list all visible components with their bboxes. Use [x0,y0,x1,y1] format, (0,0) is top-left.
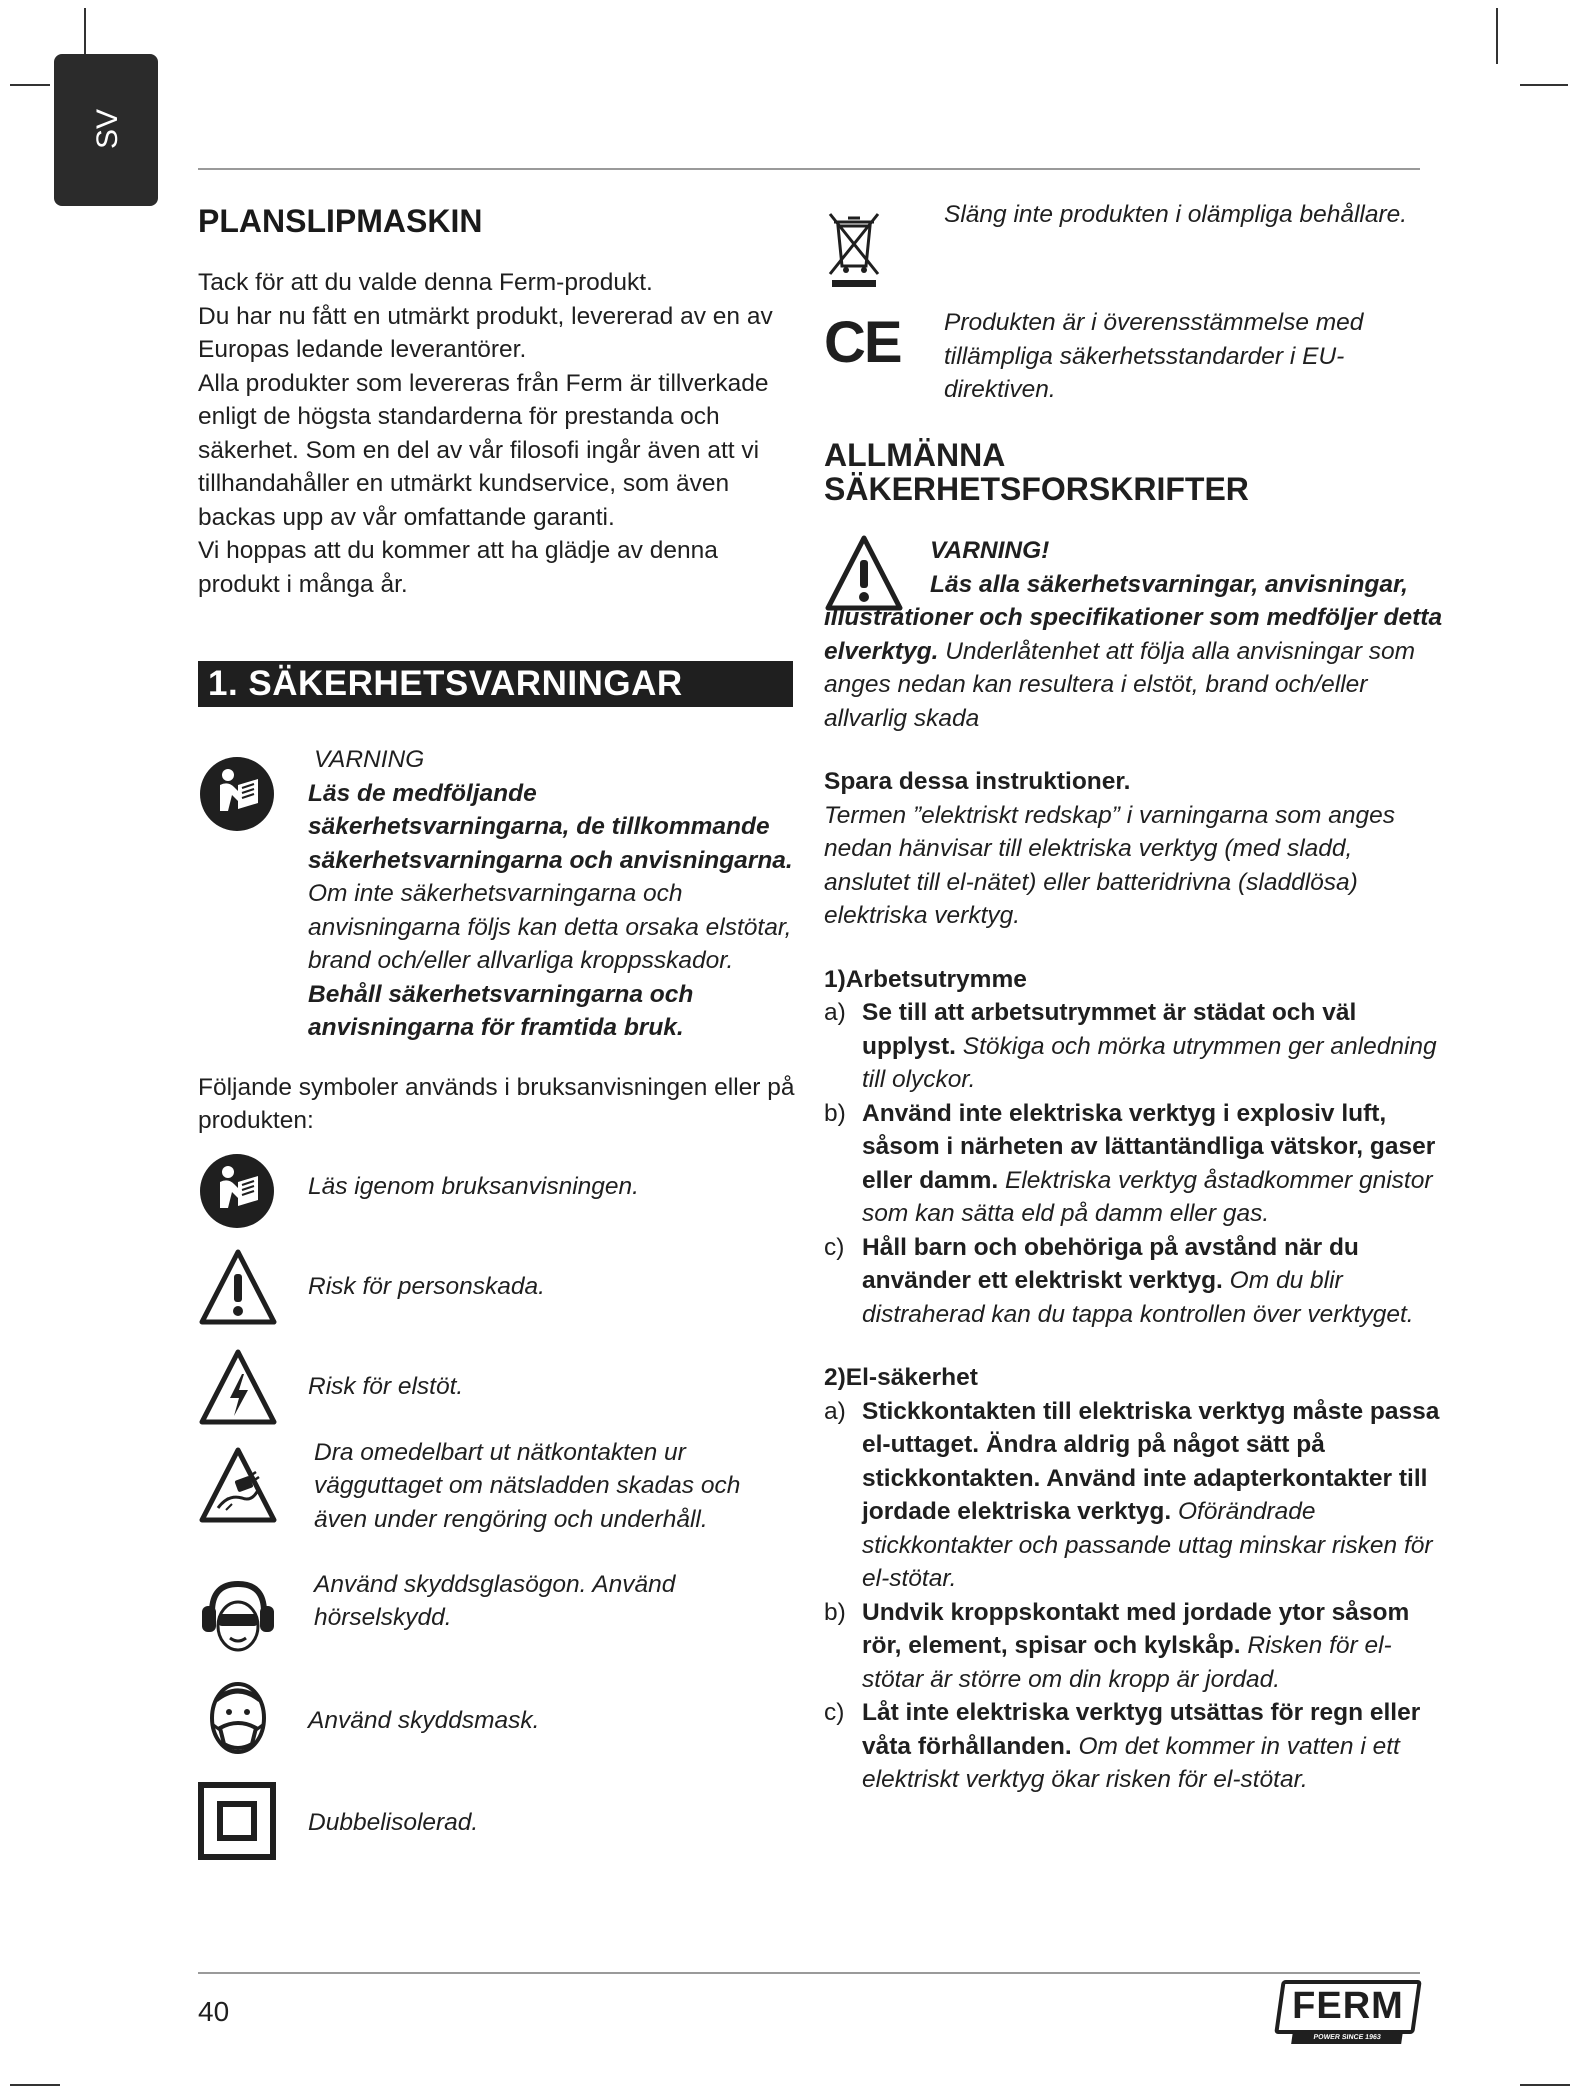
work-area-list [824,996,1444,1331]
intro-paragraph: Tack för att du valde denna Ferm-produkt. [198,269,653,296]
list-item-text: Elektriska verktyg åstadkommer gnistor som kan sätta eld på damm eller gas. [862,1166,1433,1227]
goggles-earmuffs-icon [198,1578,278,1668]
list-item-text: Stökiga och mörka utrymmen ger anledning till olyckor. [862,1032,1437,1093]
intro-paragraph: Du har nu fått en utmärkt produkt, levererad av en av Europas ledande leverantörer. [198,302,773,363]
list-item-bold: Använd inte elektriska verktyg i explosiv luft, såsom i närheten av lättantändliga vätskor, gaser eller damm. [862,1099,1436,1194]
warning-label: VARNING! [930,537,1050,564]
warning-label: VARNING [314,746,425,773]
warning-triangle-icon [198,1248,278,1336]
symbol-text: Använd skyddsglasögon. Använd hörselskydd. [314,1570,676,1631]
symbol-text: Risk för elstöt. [308,1372,464,1400]
warning-normal-text: Om inte säkerhetsvarningarna och anvisningarna följs kan detta orsaka elstötar, brand och/eller allvarliga kroppsskador. [308,880,792,974]
crop-mark [1520,2084,1570,2086]
list-item-label: a) [824,999,846,1026]
list-item-text: Om du blir distraherad kan du tappa kontrollen över verktyget. [862,1267,1414,1328]
language-tab [54,54,158,206]
save-heading: Spara dessa instruktioner. [824,768,1131,795]
symbol-row [198,1156,798,1228]
list-item-bold: Låt inte elektriska verktyg utsättas för regn eller våta förhållanden. [862,1699,1421,1760]
symbols-intro: Följande symboler används i bruksanvisningen eller på produkten: [198,1073,795,1134]
list-item-label: c) [824,1233,845,1261]
list-item-label: b) [824,1598,846,1626]
electrical-safety-list [824,1395,1444,1797]
symbol-text: Risk för personskada. [308,1272,545,1300]
list-item-text: Risken för el-stötar är större om din kropp är jordad. [862,1632,1392,1693]
double-insulation-icon [198,1782,276,1870]
list-item-bold: Se till att arbetsutrymmet är städat och väl upplyst. [862,999,1357,1060]
list-item [824,1696,1444,1797]
dust-mask-icon [198,1678,278,1770]
warning-normal-text: Underlåtenhet att följa alla anvisningar som anges nedan kan resultera i elstöt, brand och/eller allvarlig skada [824,637,1416,732]
list-item [824,996,1444,1097]
save-text: Termen ”elektriskt redskap” i varningarna som anges nedan hänvisar till elektriska verktyg (med sladd, anslutet till el-nätet) eller batteridrivna (sladdlösa) elektriska verktyg. [824,801,1396,929]
list-item-label: c) [824,1699,845,1726]
intro-paragraph: Alla produkter som levereras från Ferm är tillverkade enligt de högsta standarderna för prestanda och säkerhet. Som en del av vår filosofi ingår även att vi tillhandahåller en utmärkt kundservice, som även backas upp av vår omfattande garanti. [198,369,769,531]
symbol-text: Använd skyddsmask. [308,1706,540,1734]
general-warning-block [824,534,1444,735]
warning-bold-text: Läs alla säkerhetsvarningar, anvisningar, illustrationer och specifikationer som medföljer detta elverktyg. [824,570,1443,665]
symbol-row [198,1568,798,1668]
manual-read-icon [198,1152,276,1240]
general-safety-heading [824,438,1444,506]
heading-line: ALLMÄNNA [824,437,1006,473]
brand-tagline: POWER SINCE 1963 [1291,2032,1403,2044]
electrical-safety-heading: 2)El-säkerhet [824,1364,978,1391]
ce-text: Produkten är i överensstämmelse med tillämpliga säkerhetsstandarder i EU-direktiven. [944,309,1364,403]
warning-block [198,743,798,1045]
work-area-heading: 1)Arbetsutrymme [824,965,1027,993]
ce-notice [824,306,1444,410]
crossed-bin-icon [824,208,884,298]
ferm-logo [1278,1980,1418,2044]
crop-mark [1520,84,1568,86]
list-item [824,1395,1444,1596]
crop-mark [10,84,50,86]
right-column [824,198,1444,1797]
electric-shock-icon [198,1348,278,1436]
header-rule [198,168,1420,170]
symbol-row [198,1248,798,1328]
list-item-bold: Håll barn och obehöriga på avstånd när du använder ett elektriskt verktyg. [862,1233,1359,1294]
ce-mark-icon: CE [824,310,901,375]
page-number: 40 [198,1996,230,2027]
bin-notice [824,198,1444,294]
page-title: PLANSLIPMASKIN [198,203,483,239]
symbol-text: Läs igenom bruksanvisningen. [308,1172,639,1200]
list-item [824,1231,1444,1332]
bin-text: Släng inte produkten i olämpliga behållare. [944,201,1408,228]
list-item [824,1596,1444,1697]
symbol-row [198,1436,798,1556]
warning-bold-text: Läs de medföljande säkerhetsvarningarna, de tillkommande säkerhetsvarningarna och anvisningarna. [308,779,793,874]
left-column [198,198,798,1862]
symbol-row [198,1348,798,1428]
manual-read-icon [198,755,276,843]
heading-line: SÄKERHETSFORSKRIFTER [824,471,1249,507]
intro-paragraph: Vi hoppas att du kommer att ha glädje av denna produkt i många år. [198,537,718,598]
list-item-label: a) [824,1397,846,1425]
symbol-text: Dubbelisolerad. [308,1808,479,1836]
crop-mark [10,2084,60,2086]
symbol-text: Dra omedelbart ut nätkontakten ur vägguttaget om nätsladden skadas och även under rengöring och underhåll. [314,1438,741,1533]
intro-text [198,266,798,601]
section-heading: 1. SÄKERHETSVARNINGAR [198,661,793,707]
symbol-row [198,1782,798,1862]
warning-triangle-icon [824,534,904,622]
language-tab-label: SV [91,108,124,150]
unplug-icon [198,1446,278,1534]
list-item [824,1097,1444,1231]
crop-mark [1496,8,1498,64]
list-item-text: Oförändrade stickkontakter och passande uttag minskar risken för el-stötar. [862,1498,1433,1592]
list-item-bold: Stickkontakten till elektriska verktyg måste passa el-uttaget. Ändra aldrig på något sätt på stickkontakten. Använd inte adapterkontakter till jordade elektriska verktyg. [862,1397,1440,1525]
brand-name: FERM [1292,1985,1404,2027]
footer-rule [198,1972,1420,1974]
warning-keep-text: Behåll säkerhetsvarningarna och anvisningarna för framtida bruk. [308,980,694,1041]
list-item-bold: Undvik kroppskontakt med jordade ytor såsom rör, element, spisar och kylskåp. [862,1598,1410,1659]
list-item-label: b) [824,1099,846,1127]
list-item-text: Om det kommer in vatten i ett elektriskt verktyg ökar risken för el-stötar. [862,1732,1400,1793]
symbol-row [198,1678,798,1770]
